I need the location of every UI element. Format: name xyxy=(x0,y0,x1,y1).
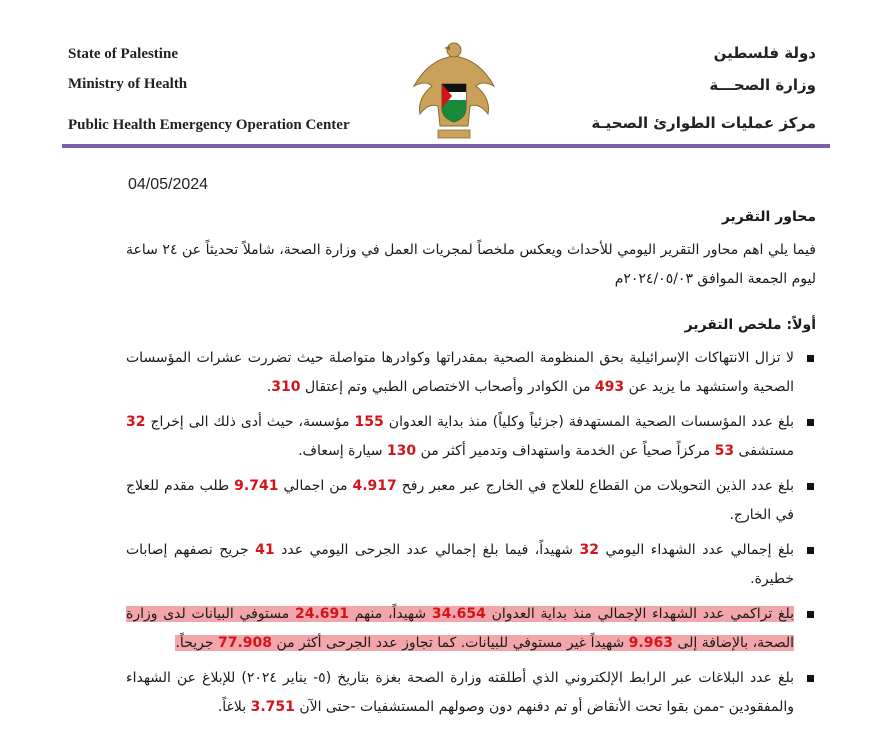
palestine-eagle-emblem-icon xyxy=(408,38,500,144)
header-en-center: Public Health Emergency Operation Center xyxy=(68,117,350,133)
highlighted-text: بلغ تراكمي عدد الشهداء الإجمالي منذ بداية العدوان 34.654 شهيداً، منهم 24.691 مستوفي البيانات لدى وزارة الصحة، بالإضافة إلى 9.963 شهيداً غير مستوفي للبيانات. كما تجاوز عدد الجرحى أكثر من 77.908 جريحاً. xyxy=(126,606,795,651)
header-divider xyxy=(62,144,830,148)
header-ar-state: دولة فلسطين xyxy=(713,44,816,62)
header-en-state: State of Palestine xyxy=(68,46,178,62)
summary-title: أولاً: ملخص التقرير xyxy=(684,317,816,333)
header-ar-ministry: وزارة الصحـــة xyxy=(709,76,816,94)
list-item-highlighted xyxy=(126,600,816,658)
section-title: محاور التقرير xyxy=(721,209,816,225)
list-item: بلغ إجمالي عدد الشهداء اليومي 32 شهيداً، فيما بلغ إجمالي عدد الجرحى اليومي عدد 41 جريح نصفهم إصابات خطيرة. xyxy=(126,536,816,594)
report-date: 04/05/2024 xyxy=(128,176,209,193)
list-item: بلغ عدد الذين التحويلات من القطاع للعلاج في الخارج عبر معبر رفح 4.917 من اجمالي 9.741 طلب مقدم للعلاج في الخارج. xyxy=(126,472,816,530)
intro-paragraph: فيما يلي اهم محاور التقرير اليومي للأحداث ويعكس ملخصاً لمجريات العمل في وزارة الصحة، شاملاً تحديثاً عن ٢٤ ساعة ليوم الجمعة الموافق ٢٠٢٤/٠٥/٠٣م xyxy=(126,242,816,287)
header-ar-center: مركز عمليات الطوارئ الصحيـة xyxy=(591,114,816,132)
list-item: بلغ عدد المؤسسات الصحية المستهدفة (جزئياً وكلياً) منذ بداية العدوان 155 مؤسسة، حيث أدى ذلك الى إخراج 32 مستشفى 53 مركزاً صحياً عن الخدمة واستهداف وتدمير أكثر من 130 سيارة إسعاف. xyxy=(126,408,816,466)
list-item: بلغ عدد البلاغات عبر الرابط الإلكتروني الذي أطلقته وزارة الصحة بغزة بتاريخ (٥- يناير ٢٠٢٤) للإبلاغ عن الشهداء والمفقودين -ممن بقوا تحت الأنقاض أو تم دفنهم دون وصولهم المستشفيات -حتى الآن 3.751 بلاغاً. xyxy=(126,664,816,722)
header-en-ministry: Ministry of Health xyxy=(68,76,188,92)
list-item: لا تزال الانتهاكات الإسرائيلية بحق المنظومة الصحية بمقدراتها وكوادرها متواصلة حيث تضررت عشرات المؤسسات الصحية واستشهد ما يزيد عن 493 من الكوادر وأصحاب الاختصاص الطبي وتم إعتقال 310. xyxy=(126,344,816,402)
summary-bullet-list xyxy=(126,344,816,728)
